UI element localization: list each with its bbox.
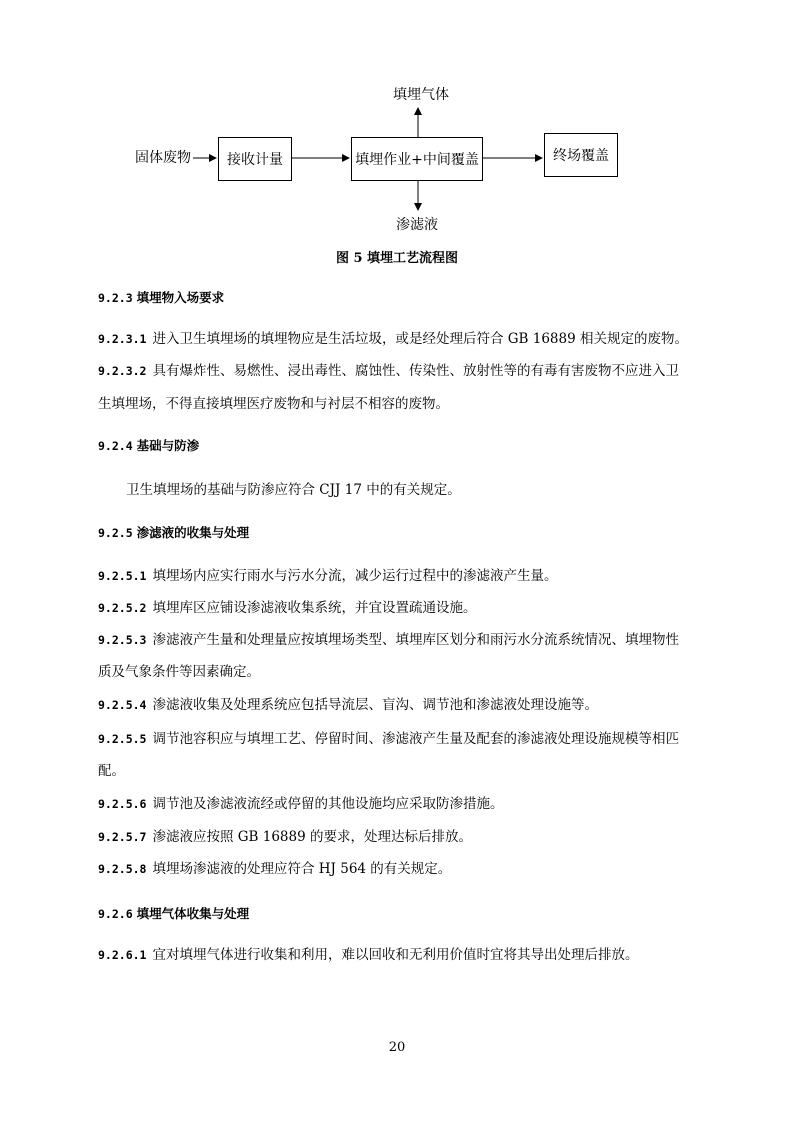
clause-9-2-5-3: 9.2.5.3 渗滤液产生量和处理量应按填埋场类型、填埋库区划分和雨污水分流系统情况、填埋物性 [98, 632, 679, 648]
clause-9-2-5-5-continued: 配。 [98, 763, 125, 779]
clause-9-2-5-4: 9.2.5.4 渗滤液收集及处理系统应包括导流层、盲沟、调节池和渗滤液处理设施等。 [98, 697, 598, 713]
clause-9-2-5-1: 9.2.5.1 填埋场内应实行雨水与污水分流，减少运行过程中的渗滤液产生量。 [98, 568, 558, 584]
receive-meter-box: 接收计量 [218, 137, 292, 181]
solid-waste-label: 固体废物 [135, 150, 191, 166]
clause-9-2-5-6: 9.2.5.6 调节池及渗滤液流经或停留的其他设施均应采取防渗措施。 [98, 796, 504, 812]
figure-caption: 图 5 填埋工艺流程图 [335, 251, 459, 266]
section-heading-9-2-6: 9.2.6 填埋气体收集与处理 [98, 906, 250, 921]
clause-9-2-3-2-continued: 生填埋场，不得直接填埋医疗废物和与衬层不相容的废物。 [98, 396, 449, 412]
page-number: 20 [388, 1040, 406, 1055]
clause-9-2-6-1: 9.2.6.1 宜对填埋气体进行收集和利用，难以回收和无利用价值时宜将其导出处理后排放。 [98, 947, 639, 963]
section-heading-9-2-5: 9.2.5 渗滤液的收集与处理 [98, 525, 250, 540]
clause-9-2-5-8: 9.2.5.8 填埋场渗滤液的处理应符合 HJ 564 的有关规定。 [98, 861, 452, 877]
clause-9-2-5-5: 9.2.5.5 调节池容积应与填埋工艺、停留时间、渗滤液产生量及配套的渗滤液处理设施规模等相匹 [98, 731, 679, 747]
leachate-label: 渗滤液 [396, 217, 438, 233]
section-heading-9-2-3: 9.2.3 填埋物入场要求 [98, 290, 225, 305]
clause-9-2-3-1: 9.2.3.1 进入卫生填埋场的填埋物应是生活垃圾，或是经处理后符合 GB 16889 相关规定的废物。 [98, 331, 688, 347]
section-heading-9-2-4: 9.2.4 基础与防渗 [98, 438, 200, 453]
clause-9-2-5-3-continued: 质及气象条件等因素确定。 [98, 664, 260, 680]
landfill-operation-box: 填埋作业+中间覆盖 [351, 137, 483, 181]
final-cover-box: 终场覆盖 [544, 133, 618, 177]
landfill-gas-label: 填埋气体 [393, 87, 449, 103]
clause-9-2-5-2: 9.2.5.2 填埋库区应铺设渗滤液收集系统，并宜设置疏通设施。 [98, 600, 477, 616]
paragraph-9-2-4: 卫生填埋场的基础与防渗应符合 CJJ 17 中的有关规定。 [126, 482, 461, 498]
clause-9-2-3-2: 9.2.3.2 具有爆炸性、易燃性、浸出毒性、腐蚀性、传染性、放射性等的有毒有害废物不应进入卫 [98, 363, 679, 379]
clause-9-2-5-7: 9.2.5.7 渗滤液应按照 GB 16889 的要求，处理达标后排放。 [98, 829, 472, 845]
